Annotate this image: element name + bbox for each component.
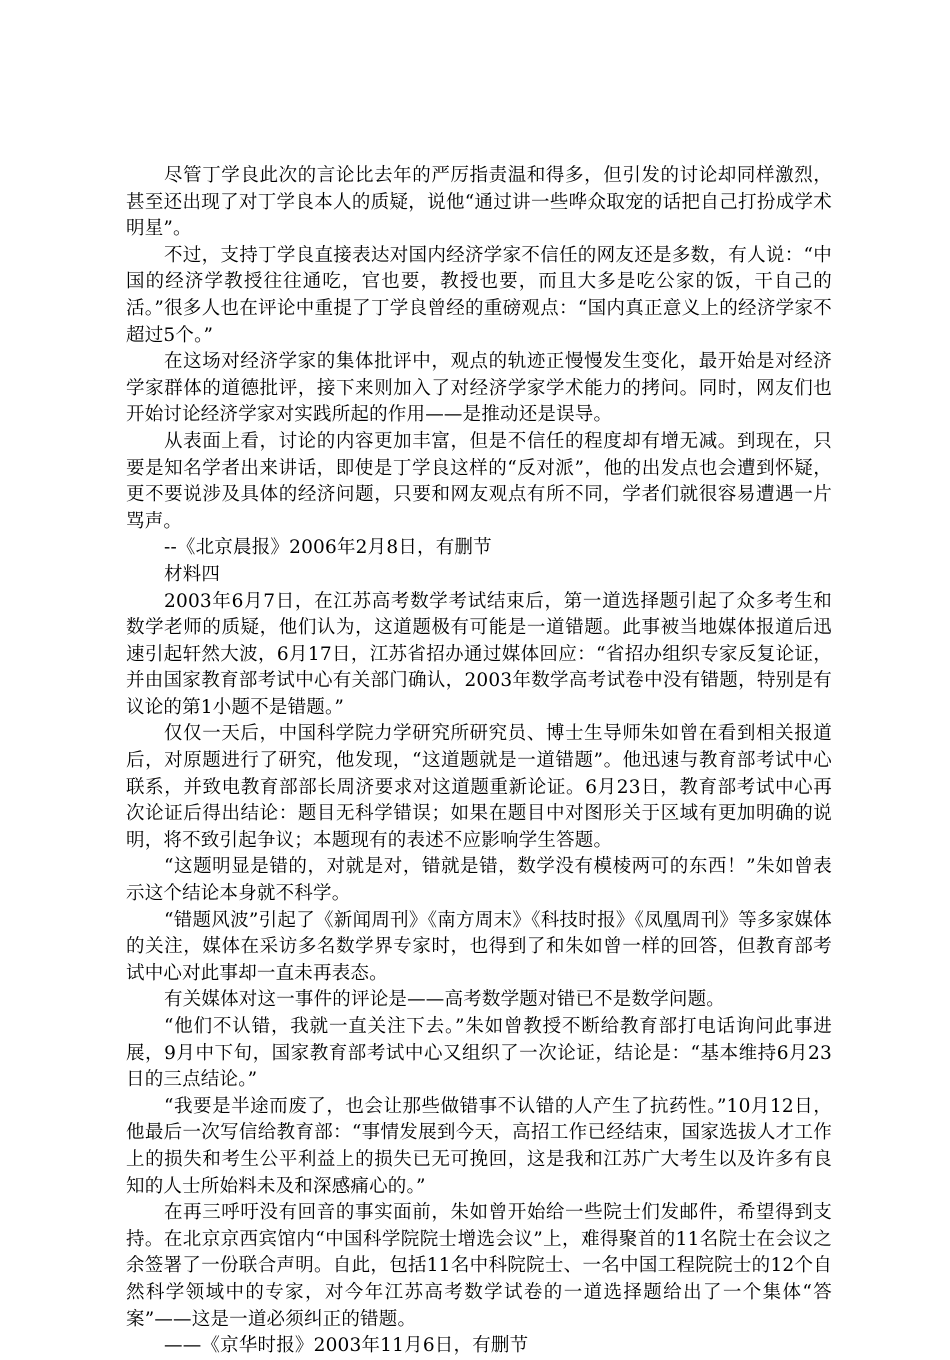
article2-paragraph-2: 仅仅一天后，中国科学院力学研究所研究员、博士生导师朱如曾在看到相关报道后，对原题进行了研究，他发现，“这道题就是一道错题”。他迅速与教育部考试中心联系，并致电教育部部长周济要求对这道题重新论证。6月23日，教育部考试中心再次论证后得出结论：题目无科学错误；如果在题目中对图形关于区域有更加明确的说明，将不致引起争议；本题现有的表述不应影响学生答题。 <box>126 723 832 851</box>
article2-paragraph-7: “我要是半途而废了，也会让那些做错事不认错的人产生了抗药性。”10月12日，他最后一次写信给教育部：“事情发展到今天，高招工作已经结束，国家选拔人才工作上的损失和考生公平利益上的损失已无可挽回，这是我和江苏广大考生以及许多有良知的人士所始料未及和深感痛心的。” <box>126 1095 832 1197</box>
article2-paragraph-6: “他们不认错，我就一直关注下去。”朱如曾教授不断给教育部打电话询问此事进展，9月中下旬，国家教育部考试中心又组织了一次论证，结论是：“基本维持6月23日的三点结论。” <box>126 1016 832 1091</box>
article1-source: --《北京晨报》2006年2月8日，有删节 <box>164 537 492 559</box>
article1-paragraph-2: 不过，支持丁学良直接表达对国内经济学家不信任的网友还是多数，有人说：“中国的经济学教授往往通吃，官也要，教授也要，而且大多是吃公家的饭，干自己的活。”很多人也在评论中重提了丁学良曾经的重磅观点：“国内真正意义上的经济学家不超过5个。” <box>126 244 832 346</box>
material-heading: 材料四 <box>164 563 221 585</box>
article2-source: ——《京华时报》2003年11月6日，有删节 <box>164 1335 529 1357</box>
article2-paragraph-3: “这题明显是错的，对就是对，错就是错，数学没有模棱两可的东西！”朱如曾表示这个结论本身就不科学。 <box>126 856 832 905</box>
article2-paragraph-5: 有关媒体对这一事件的评论是——高考数学题对错已不是数学问题。 <box>164 989 726 1011</box>
article2-paragraph-4: “错题风波”引起了《新闻周刊》《南方周末》《科技时报》《凤凰周刊》等多家媒体的关注，媒体在采访多名数学界专家时，也得到了和朱如曾一样的回答，但教育部考试中心对此事却一直未再表态。 <box>126 909 832 984</box>
article1-paragraph-1: 尽管丁学良此次的言论比去年的严厉指责温和得多，但引发的讨论却同样激烈，甚至还出现了对丁学良本人的质疑，说他“通过讲一些哗众取宠的话把自己打扮成学术明星”。 <box>126 165 832 240</box>
article2-paragraph-8: 在再三呼吁没有回音的事实面前，朱如曾开始给一些院士们发邮件，希望得到支持。在北京京西宾馆内“中国科学院院士增选会议”上，难得聚首的11名院士在会议之余签署了一份联合声明。自此，包括11名中科院院士、一名中国工程院院士的12个自然科学领域中的专家，对今年江苏高考数学试卷的一道选择题给出了一个集体“答案”——这是一道必须纠正的错题。 <box>126 1202 832 1330</box>
article2-paragraph-1: 2003年6月7日，在江苏高考数学考试结束后，第一道选择题引起了众多考生和数学老师的质疑，他们认为，这道题极有可能是一道错题。此事被当地媒体报道后迅速引起轩然大波，6月17日，江苏省招办通过媒体回应：“省招办组织专家反复论证，并由国家教育部考试中心有关部门确认，2003年数学高考试卷中没有错题，特别是有议论的第1小题不是错题。” <box>126 590 832 718</box>
article1-paragraph-4: 从表面上看，讨论的内容更加丰富，但是不信任的程度却有增无减。到现在，只要是知名学者出来讲话，即使是丁学良这样的“反对派”，他的出发点也会遭到怀疑，更不要说涉及具体的经济问题，只要和网友观点有所不同，学者们就很容易遭遇一片骂声。 <box>126 430 832 532</box>
document-page <box>126 163 832 1360</box>
article1-paragraph-3: 在这场对经济学家的集体批评中，观点的轨迹正慢慢发生变化，最开始是对经济学家群体的道德批评，接下来则加入了对经济学家学术能力的拷问。同时，网友们也开始讨论经济学家对实践所起的作用——是推动还是误导。 <box>126 351 832 426</box>
